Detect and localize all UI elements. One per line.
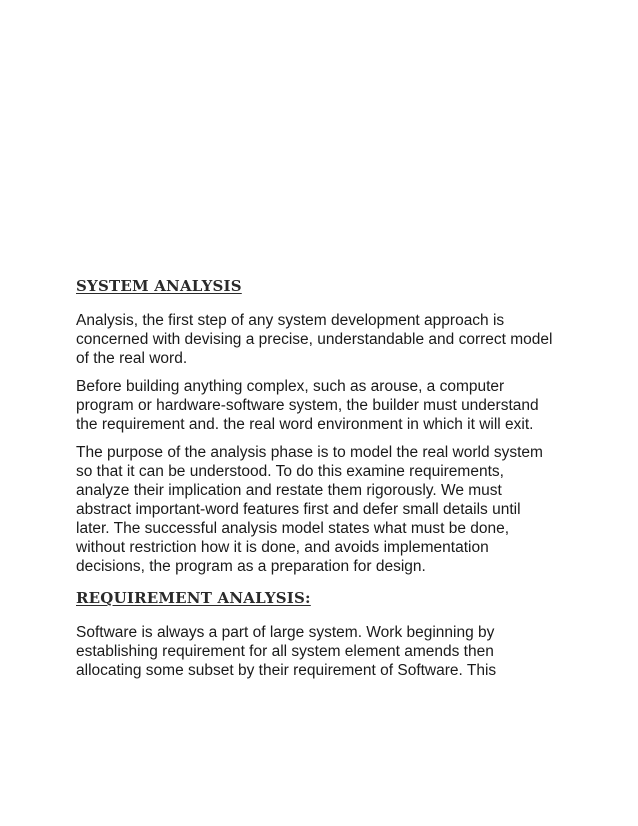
section-heading-requirement-analysis: REQUIREMENT ANALYSIS:: [76, 589, 311, 607]
paragraph: Analysis, the first step of any system development approach is concerned with devising a precise, understandable and correct model of the real word.: [76, 312, 553, 367]
section-heading-system-analysis: SYSTEM ANALYSIS: [76, 277, 242, 295]
paragraph: Before building anything complex, such as arouse, a computer program or hardware-software system, the builder must understand the requirement and. the real word environment in which it will exit.: [76, 378, 539, 433]
paragraph: Software is always a part of large system. Work beginning by establishing requirement for all system element amends then allocating some subset by their requirement of Software. This: [76, 624, 497, 679]
paragraph: The purpose of the analysis phase is to model the real world system so that it can be understood. To do this examine requirements, analyze their implication and restate them rigorously. We must abstract important-word features first and defer small details until later. The successful analysis model states what must be done, without restriction how it is done, and avoids implementation decisions, the program as a preparation for design.: [76, 444, 543, 575]
document-body: [76, 276, 556, 680]
